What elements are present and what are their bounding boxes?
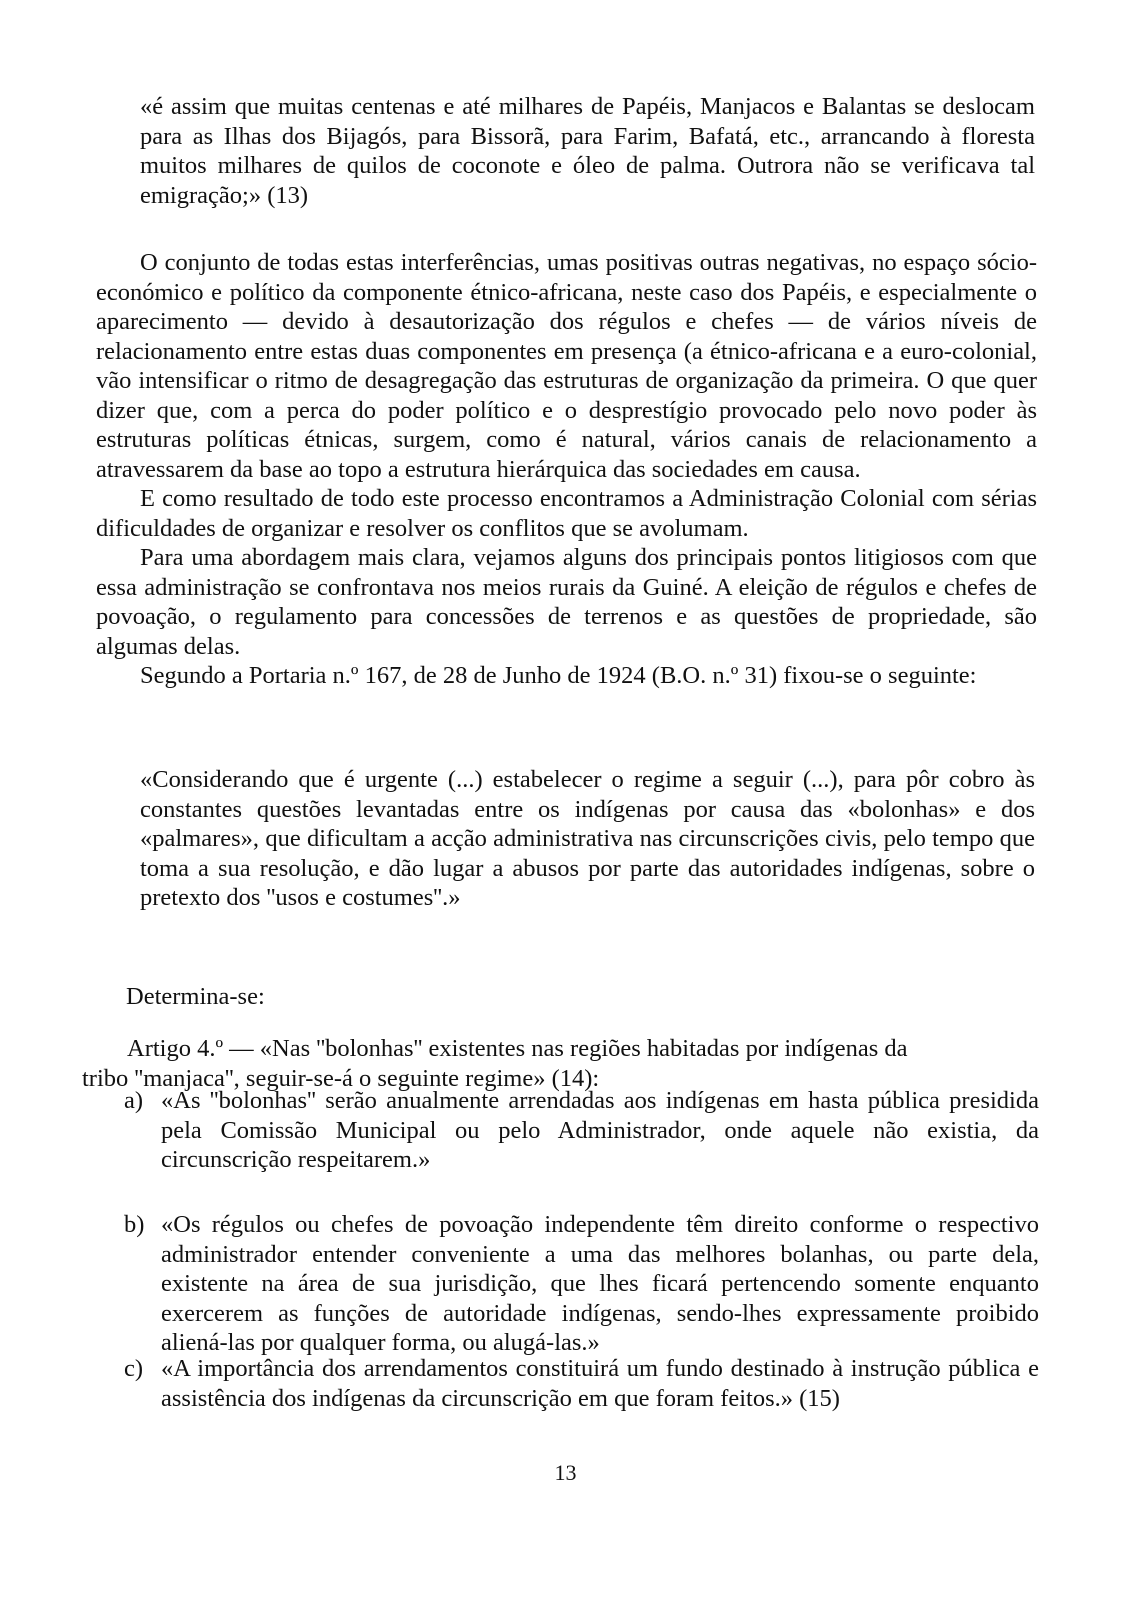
paragraph-portaria: Segundo a Portaria n.º 167, de 28 de Junho de 1924 (B.O. n.º 31) fixou-se o seguinte:: [140, 662, 977, 689]
article-4-heading: [82, 1034, 1032, 1093]
paragraph-administration: E como resultado de todo este processo encontramos a Administração Colonial com sérias dificuldades de organizar e resolver os conflitos que se avolumam.: [96, 485, 1037, 542]
paragraph-litigation: Para uma abordagem mais clara, vejamos alguns dos principais pontos litigiosos com que essa administração se confrontava nos meios rurais da Guiné. A eleição de régulos e chefes de povoação, o regulamento para concessões de terrenos e as questões de propriedade, são algumas delas.: [96, 544, 1037, 660]
item-letter: a): [124, 1087, 144, 1114]
item-text: «A importância dos arrendamentos constituirá um fundo destinado à instrução pública e assistência dos indígenas da circunscrição em que foram feitos.» (15): [161, 1355, 1039, 1412]
determina-heading: Determina-se:: [126, 983, 265, 1010]
item-letter: c): [124, 1355, 144, 1382]
opening-quotation: «é assim que muitas centenas e até milhares de Papéis, Manjacos e Balantas se deslocam para as Ilhas dos Bijagós, para Bissorã, para Farim, Bafatá, etc., arrancando à floresta muitos milhares de quilos de coconote e óleo de palma. Outrora não se verificava tal emigração;» (13): [140, 93, 1035, 209]
body-text: [96, 248, 1037, 691]
paragraph-interferences: O conjunto de todas estas interferências, umas positivas outras negativas, no espaço sócio-económico e político da componente étnico-africana, neste caso dos Papéis, e especialmente o aparecimento — devido à desautorização dos régulos e chefes — de vários níveis de relacionamento entre estas duas componentes em presença (a étnico-africana e a euro-colonial, vão intensificar o ritmo de desagregação das estruturas de organização da primeira. O que quer dizer que, com a perca do poder político e o desprestígio provocado pelo novo poder às estruturas políticas étnicas, surgem, como é natural, vários canais de relacionamento a atravessarem da base ao topo a estrutura hierárquica das sociedades em causa.: [96, 249, 1037, 483]
article-line-1: Artigo 4.º — «Nas ''bolonhas'' existentes nas regiões habitadas por indígenas da: [127, 1035, 908, 1062]
item-text: «Os régulos ou chefes de povoação independente têm direito conforme o respectivo administrador entender conveniente a uma das melhores bolanhas, ou parte dela, existente na área de sua jurisdição, que lhes ficará pertencendo somente enquanto exercerem as funções de autoridade indígenas, sendo-lhes expressamente proibido aliená-las por qualquer forma, ou alugá-las.»: [161, 1211, 1039, 1356]
item-letter: b): [124, 1211, 145, 1238]
portaria-quotation: «Considerando que é urgente (...) estabelecer o regime a seguir (...), para pôr cobro às constantes questões levantadas entre os indígenas por causa das «bolonhas» e dos «palmares», que dificultam a acção administrativa nas circunscrições civis, pelo tempo que toma a sua resolução, e dão lugar a abusos por parte das autoridades indígenas, sobre o pretexto dos ''usos e costumes''.»: [140, 766, 1035, 911]
page-number: 13: [554, 1460, 577, 1485]
article-line-2: tribo ''manjaca'', seguir-se-á o seguinte regime» (14):: [82, 1064, 600, 1092]
item-text: «As ''bolonhas'' serão anualmente arrendadas aos indígenas em hasta pública presidida pela Comissão Municipal ou pelo Administrador, onde aquele não existia, da circunscrição respeitarem.»: [161, 1087, 1039, 1173]
